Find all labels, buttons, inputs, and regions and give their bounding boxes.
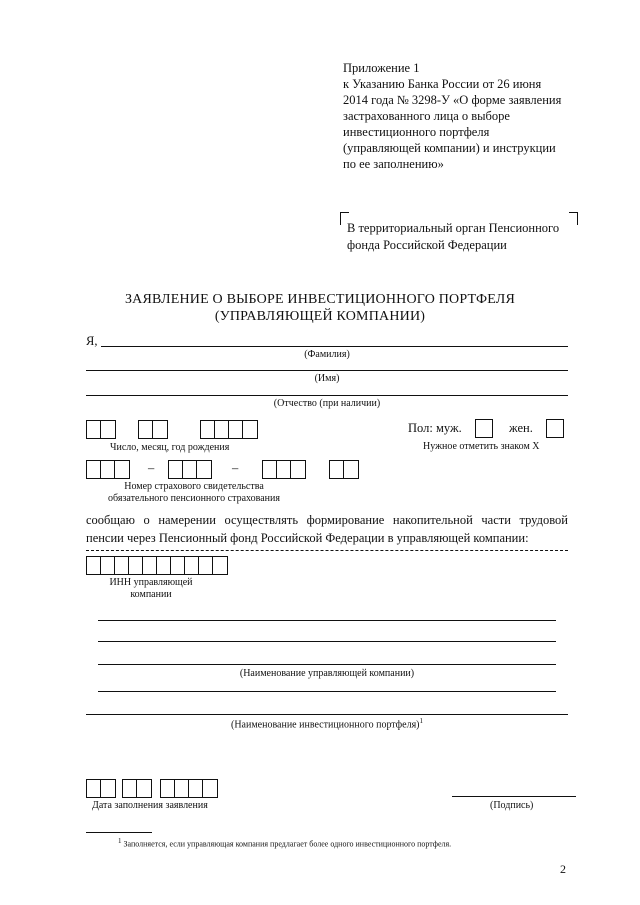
portfolio-name-line-2[interactable] <box>86 714 568 715</box>
appendix-line: по ее заполнению» <box>343 157 444 171</box>
fill-month-boxes[interactable] <box>122 779 152 798</box>
corner-mark <box>569 212 578 225</box>
portfolio-name-line-1[interactable] <box>98 691 556 692</box>
gender-female-checkbox[interactable] <box>546 419 564 438</box>
form-subtitle: (УПРАВЛЯЮЩЕЙ КОМПАНИИ) <box>214 309 426 324</box>
statement-text <box>86 511 568 547</box>
appendix-line: (управляющей компании) и инструкции <box>343 141 556 155</box>
snils-group-3[interactable] <box>262 460 306 479</box>
snils-group-2[interactable] <box>168 460 212 479</box>
snils-group-1[interactable] <box>86 460 130 479</box>
form-title: ЗАЯВЛЕНИЕ О ВЫБОРЕ ИНВЕСТИЦИОННОГО ПОРТФЕЛЯ <box>124 292 516 307</box>
company-caption: (Наименование управляющей компании) <box>239 668 415 679</box>
gender-female-label: жен. <box>509 421 533 435</box>
signature-caption: (Подпись) <box>490 800 534 811</box>
appendix-line: Приложение 1 <box>343 61 420 75</box>
gender-male-checkbox[interactable] <box>475 419 493 438</box>
surname-caption: (Фамилия) <box>304 349 350 360</box>
snils-caption-line: Номер страхового свидетельства <box>124 481 264 492</box>
fill-year-boxes[interactable] <box>160 779 218 798</box>
inn-caption-line: компании <box>130 589 172 600</box>
page-number: 2 <box>560 862 566 876</box>
appendix-line: к Указанию Банка России от 26 июня <box>343 77 542 91</box>
snils-dash: – <box>232 461 239 475</box>
inn-caption <box>96 577 206 601</box>
snils-check-digits[interactable] <box>329 460 359 479</box>
birth-year-boxes[interactable] <box>200 420 258 439</box>
fill-day-boxes[interactable] <box>86 779 116 798</box>
fill-date-caption: Дата заполнения заявления <box>92 800 208 811</box>
company-name-line-1[interactable] <box>98 620 556 621</box>
surname-field[interactable] <box>101 346 568 347</box>
inn-boxes[interactable] <box>86 556 228 575</box>
birth-day-boxes[interactable] <box>86 420 116 439</box>
snils-caption-line: обязательного пенсионного страхования <box>108 493 280 504</box>
appendix-note <box>343 60 603 172</box>
patronymic-field[interactable] <box>86 395 568 396</box>
footnote-rule <box>86 832 152 833</box>
snils-dash: – <box>148 461 155 475</box>
addressee-block <box>340 212 578 252</box>
footnote-mark: 1 <box>118 837 122 845</box>
company-name-line-2[interactable] <box>98 641 556 642</box>
gender-hint: Нужное отметить знаком Х <box>423 441 540 452</box>
name-caption: (Имя) <box>314 373 340 384</box>
statement-line: сообщаю о намерении осуществлять формирование накопительной части трудовой <box>86 513 568 527</box>
company-name-line-3[interactable] <box>98 664 556 665</box>
birth-month-boxes[interactable] <box>138 420 168 439</box>
statement-line: пенсии через Пенсионный фонд Российской Федерации в управляющей компании: <box>86 531 529 545</box>
patronymic-caption: (Отчество (при наличии) <box>273 398 381 409</box>
inn-caption-line: ИНН управляющей <box>109 577 193 588</box>
addressee-text <box>347 220 559 254</box>
footnote <box>118 837 451 849</box>
appendix-line: инвестиционного портфеля <box>343 125 490 139</box>
appendix-line: застрахованного лица о выборе <box>343 109 510 123</box>
i-prefix: Я, <box>86 334 98 348</box>
portfolio-caption <box>86 717 568 730</box>
name-field[interactable] <box>86 370 568 371</box>
gender-label: Пол: муж. <box>408 421 462 435</box>
footnote-text: Заполняется, если управляющая компания предлагает более одного инвестиционного портфеля. <box>123 839 452 849</box>
dashed-separator <box>86 550 568 551</box>
addressee-line: фонда Российской Федерации <box>347 238 507 252</box>
appendix-line: 2014 года № 3298-У «О форме заявления <box>343 93 562 107</box>
signature-field[interactable] <box>452 796 576 797</box>
addressee-line: В территориальный орган Пенсионного <box>347 221 560 235</box>
snils-caption <box>96 481 292 505</box>
footnote-ref: 1 <box>419 717 424 725</box>
portfolio-caption-text: (Наименование инвестиционного портфеля) <box>230 719 420 731</box>
birth-caption: Число, месяц, год рождения <box>110 442 230 453</box>
